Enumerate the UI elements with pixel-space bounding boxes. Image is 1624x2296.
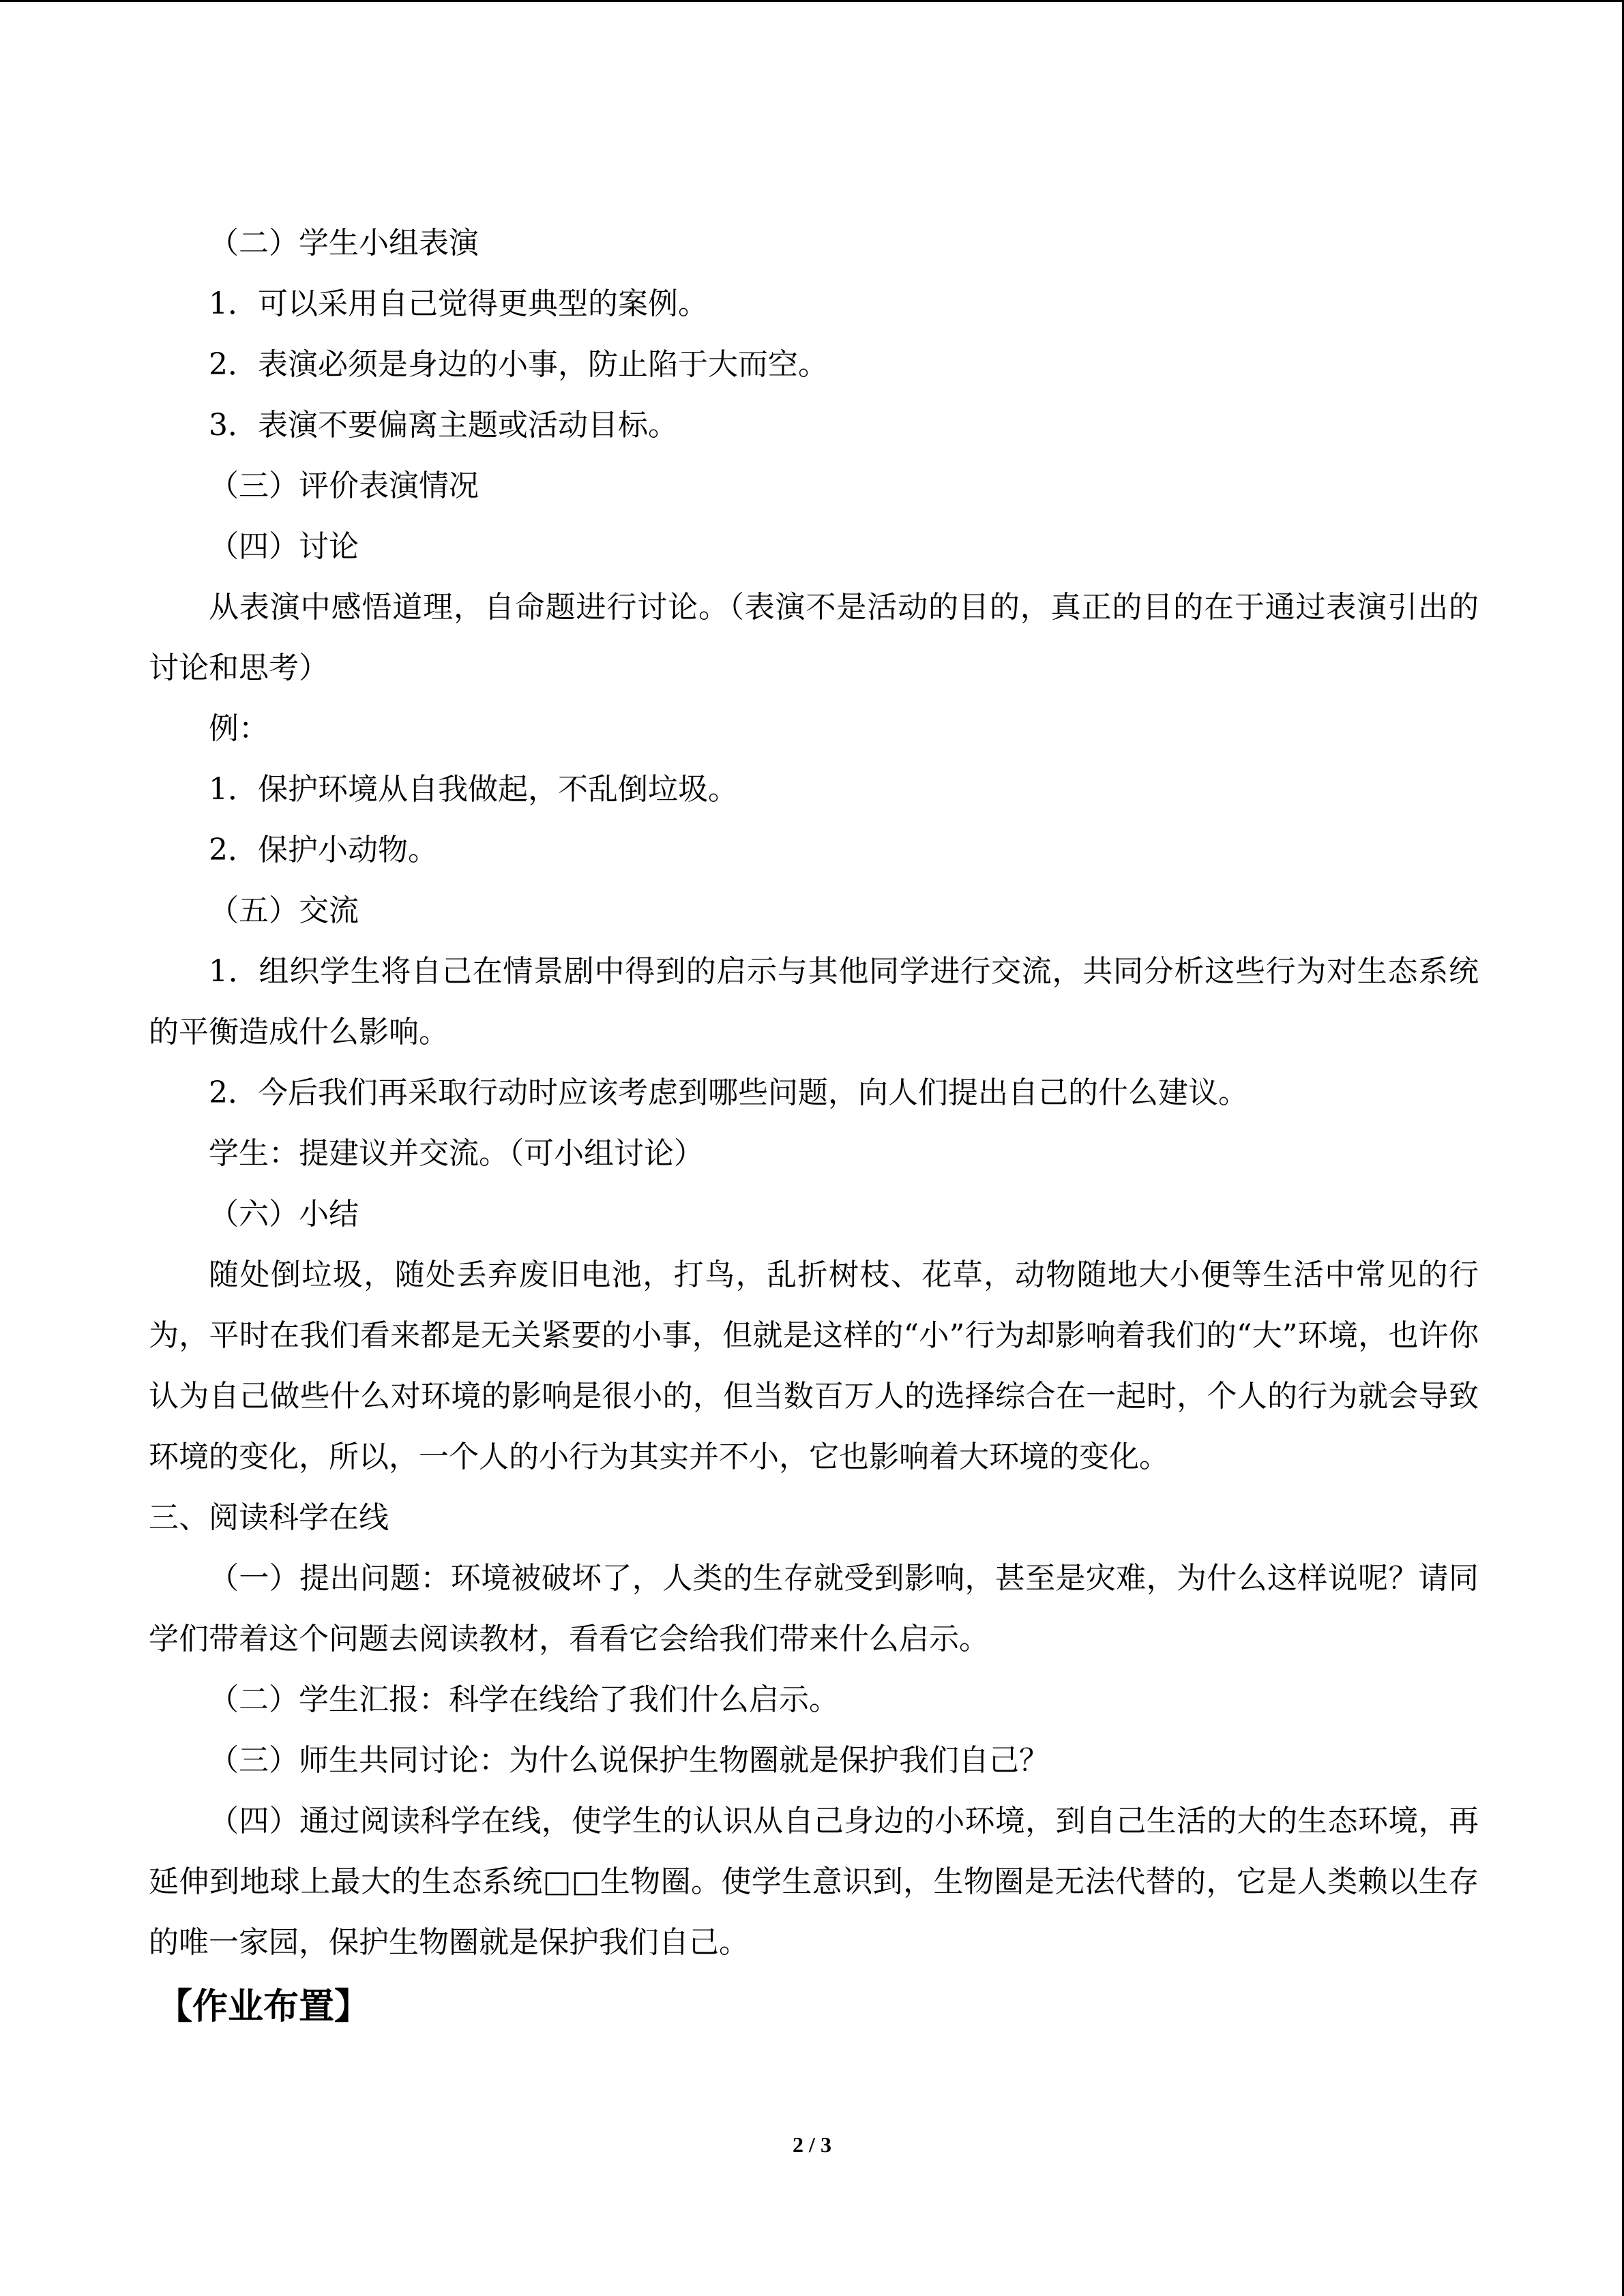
document-body <box>149 213 1479 2041</box>
page-number: 2 / 3 <box>793 2132 831 2157</box>
paragraph-question: （一）提出问题：环境被破坏了，人类的生存就受到影响，甚至是灾难，为什么这样说呢？请同学们带着这个问题去阅读教材，看看它会给我们带来什么启示。 <box>149 1561 1479 1656</box>
list-item: 2．表演必须是身边的小事，防止陷于大而空。 <box>209 347 828 382</box>
example-label: 例： <box>209 711 269 746</box>
student-response: 学生：提建议并交流。（可小组讨论） <box>209 1136 704 1171</box>
subheading-discussion: （四）讨论 <box>209 529 359 564</box>
list-item: 1．可以采用自己觉得更典型的案例。 <box>209 286 708 321</box>
section-heading-reading: 三、阅读科学在线 <box>149 1500 389 1535</box>
paragraph-summary: 随处倒垃圾，随处丢弃废旧电池，打鸟，乱折树枝、花草，动物随地大小便等生活中常见的行为，平时在我们看来都是无关紧要的小事，但就是这样的“小”行为却影响着我们的“大”环境，也许你认为自己做些什么对环境的影响是很小的，但当数百万人的选择综合在一起时，个人的行为就会导致环境的变化，所以，一个人的小行为其实并不小，它也影响着大环境的变化。 <box>149 1257 1479 1474</box>
list-item: 1．保护环境从自我做起，不乱倒垃圾。 <box>209 772 738 807</box>
joint-discussion: （三）师生共同讨论：为什么说保护生物圈就是保护我们自己？ <box>209 1743 1049 1778</box>
subheading-exchange: （五）交流 <box>209 893 359 928</box>
subheading-group-performance: （二）学生小组表演 <box>209 226 479 260</box>
subheading-evaluation: （三）评价表演情况 <box>209 468 479 503</box>
paragraph-discussion: 从表演中感悟道理，自命题进行讨论。（表演不是活动的目的，真正的目的在于通过表演引出的讨论和思考） <box>149 590 1479 685</box>
list-item: 2．保护小动物。 <box>209 833 438 867</box>
paragraph-exchange-1: 1．组织学生将自己在情景剧中得到的启示与其他同学进行交流，共同分析这些行为对生态系统的平衡造成什么影响。 <box>149 954 1479 1049</box>
list-item: 2．今后我们再采取行动时应该考虑到哪些问题，向人们提出自己的什么建议。 <box>209 1075 1248 1110</box>
subheading-summary: （六）小结 <box>209 1197 359 1232</box>
homework-heading: 【作业布置】 <box>157 1986 370 2027</box>
paragraph-reading-conclusion: （四）通过阅读科学在线，使学生的认识从自己身边的小环境，到自己生活的大的生态环境，再延伸到地球上最大的生态系统□□生物圈。使学生意识到，生物圈是无法代替的，它是人类赖以生存的唯一家园，保护生物圈就是保护我们自己。 <box>149 1804 1479 1960</box>
student-report: （二）学生汇报：科学在线给了我们什么启示。 <box>209 1682 839 1717</box>
list-item: 3．表演不要偏离主题或活动目标。 <box>209 408 678 443</box>
